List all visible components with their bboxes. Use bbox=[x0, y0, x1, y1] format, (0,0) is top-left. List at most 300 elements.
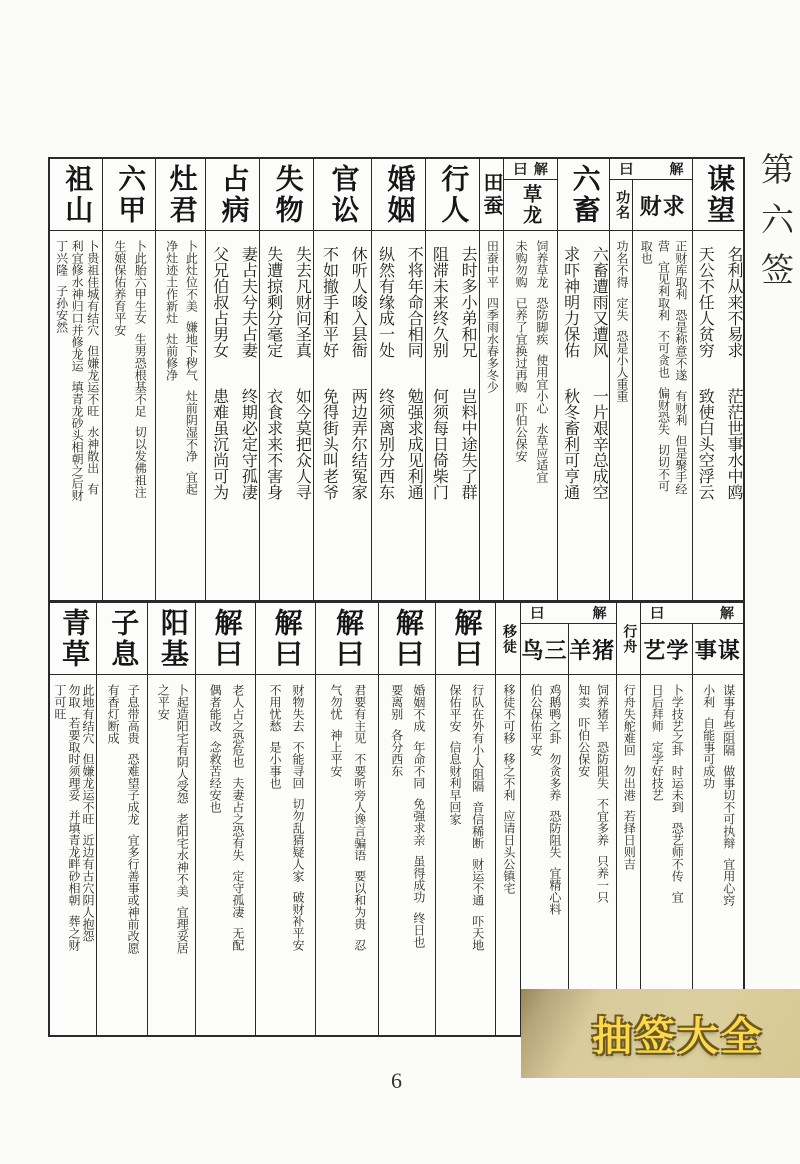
text-segment: 失去凡财问圣真 bbox=[293, 246, 311, 358]
content-jieyue-xingren bbox=[436, 675, 494, 1035]
column-liu-jia bbox=[102, 159, 154, 600]
text-line bbox=[656, 240, 670, 492]
text-segment: 免得街头叫老爷 bbox=[320, 388, 338, 501]
content-mou-wang bbox=[693, 231, 742, 600]
text-line bbox=[54, 240, 68, 333]
content-zu-shan bbox=[50, 231, 102, 600]
text-line bbox=[470, 684, 484, 951]
table-row-2 bbox=[50, 603, 743, 1035]
text-segment: 生娘保佑养育平安 bbox=[112, 240, 127, 336]
text-line bbox=[513, 240, 527, 462]
header-cai-qiu: 财求 bbox=[633, 180, 693, 231]
text-segment: 正财库取利 bbox=[673, 240, 688, 300]
text-line bbox=[649, 684, 663, 801]
text-line bbox=[721, 684, 735, 906]
subcolumns-sanniao-zhuyang-group bbox=[521, 624, 615, 1035]
text-line bbox=[501, 684, 515, 894]
header-tian-can: 田蚕 bbox=[480, 159, 504, 231]
text-segment: 老阳宅水神不美 bbox=[175, 813, 190, 897]
header-mou-shi: 事谋 bbox=[693, 624, 743, 675]
band-jieyue-gongming-caiqiu-group bbox=[610, 159, 692, 180]
column-liu-chu bbox=[557, 159, 609, 600]
text-line bbox=[389, 684, 403, 777]
text-segment: 衣食求来不害身 bbox=[264, 388, 282, 501]
text-segment: 休听人唆入县衙 bbox=[349, 246, 367, 358]
text-line bbox=[485, 240, 499, 393]
text-segment: 不宜多养 bbox=[595, 798, 610, 846]
text-segment: 信息财利早回家 bbox=[447, 741, 462, 825]
column-gong-ming bbox=[610, 180, 632, 600]
text-segment: 但是聚手经 bbox=[673, 435, 688, 495]
subcolumns-gongming-caiqiu-group bbox=[610, 180, 692, 600]
text-segment: 灶前修净 bbox=[164, 333, 179, 381]
text-segment: 患难虽沉尚可为 bbox=[210, 388, 228, 501]
text-line bbox=[558, 246, 581, 500]
text-segment: 净灶迹土作新灶 bbox=[164, 240, 179, 324]
text-segment: 生男恐根基不足 bbox=[133, 333, 148, 417]
content-yi-tu bbox=[496, 675, 521, 1035]
text-line bbox=[701, 684, 715, 789]
text-segment: 不能寻回 bbox=[291, 741, 305, 789]
text-segment: 田蚕中平 bbox=[485, 240, 500, 288]
content-jieyue-shiwu bbox=[256, 675, 315, 1035]
column-shi-wu bbox=[259, 159, 313, 600]
header-qing-cao: 青草 bbox=[50, 603, 96, 675]
text-segment: 饲养猪羊 bbox=[595, 684, 610, 732]
content-mou-shi bbox=[693, 675, 743, 1035]
text-segment: 名利从来不易求 bbox=[724, 246, 742, 358]
text-segment: 灶前阴湿不净 bbox=[184, 390, 199, 462]
text-segment: 鸡鹅鸭之卦 bbox=[547, 684, 562, 744]
text-segment: 移徒不可移 bbox=[501, 684, 516, 744]
text-line bbox=[427, 246, 450, 500]
text-segment: 定守孤凄 bbox=[230, 870, 245, 918]
text-segment: 免强求亲 bbox=[411, 798, 426, 846]
text-segment: 营 bbox=[656, 240, 671, 252]
text-segment: 有 bbox=[85, 483, 100, 495]
text-line bbox=[673, 240, 687, 495]
header-zu-shan: 祖山 bbox=[50, 159, 102, 231]
text-segment: 致使白头空浮云 bbox=[696, 388, 714, 501]
header-jieyue-guansong: 解曰 bbox=[316, 603, 377, 675]
text-segment: 定学好技艺 bbox=[650, 741, 665, 801]
text-segment: 只养一只 bbox=[595, 855, 610, 903]
text-segment: 定失 bbox=[614, 297, 629, 321]
text-segment: 但嫌龙运不旺 bbox=[81, 753, 95, 825]
text-segment: 卜此灶位不美 bbox=[184, 240, 199, 312]
text-segment: 要离别 bbox=[389, 684, 404, 720]
text-segment: 婚姻不成 bbox=[411, 684, 426, 732]
text-segment: 恐难望子成龙 bbox=[126, 753, 141, 825]
text-segment: 终须离别分西东 bbox=[376, 388, 394, 501]
text-segment: 终日也 bbox=[411, 912, 426, 948]
text-segment: 但嫌龙运不旺 bbox=[85, 345, 100, 417]
text-segment: 音信稀断 bbox=[470, 801, 485, 849]
content-xing-ren bbox=[426, 231, 478, 600]
text-segment: 勉强求成见利通 bbox=[405, 388, 423, 501]
group-gongming-caiqiu-group bbox=[609, 159, 692, 600]
text-line bbox=[547, 684, 561, 915]
header-xing-ren: 行人 bbox=[426, 159, 478, 231]
text-line bbox=[317, 246, 340, 500]
content-jieyue-hunyin bbox=[379, 675, 436, 1035]
text-segment: 君要有主见 bbox=[352, 684, 367, 744]
header-guan-song: 官讼 bbox=[314, 159, 370, 231]
text-line bbox=[576, 684, 590, 777]
text-segment: 水神散出 bbox=[85, 426, 100, 474]
text-segment: 吓伯公保安 bbox=[514, 402, 529, 462]
text-line bbox=[80, 684, 94, 942]
text-segment: 伯公保佑平安 bbox=[529, 684, 544, 756]
text-segment: 行舟失舵难回 bbox=[622, 684, 637, 756]
text-segment: 求吓神明力保佑 bbox=[561, 246, 579, 358]
text-segment: 父兄伯叔占男女 bbox=[210, 246, 228, 358]
text-segment: 应请日头公镇宅 bbox=[501, 810, 516, 894]
text-line bbox=[373, 246, 396, 500]
text-segment: 宜 bbox=[670, 891, 685, 903]
text-segment: 填青龙砂头相朝之后财 bbox=[70, 381, 85, 501]
column-mou-shi bbox=[692, 624, 743, 1035]
column-xue-yi bbox=[641, 624, 691, 1035]
text-segment: 切勿乱猜疑人家 bbox=[291, 798, 305, 882]
text-segment: 何须每日倚柴门 bbox=[430, 388, 448, 501]
column-jieyue-zhanbing bbox=[195, 603, 254, 1035]
text-segment: 夫妻占之恐有失 bbox=[230, 777, 245, 861]
header-cao-long: 草龙 bbox=[504, 180, 556, 231]
band-jieyue-sanniao-zhuyang-group bbox=[521, 603, 615, 624]
text-segment: 气勿忧 bbox=[329, 684, 343, 720]
column-xing-ren bbox=[425, 159, 478, 600]
column-cai-qiu bbox=[632, 180, 693, 600]
band-char-left: 曰 bbox=[513, 163, 528, 178]
content-guan-song bbox=[314, 231, 370, 600]
header-jieyue-zhanbing: 解曰 bbox=[196, 603, 254, 675]
text-line bbox=[133, 240, 147, 498]
text-segment: 谋事有些阻隔 bbox=[721, 684, 736, 756]
text-segment: 去时多小弟和兄 bbox=[459, 246, 477, 358]
column-zhan-bing bbox=[205, 159, 258, 600]
text-line bbox=[207, 684, 221, 813]
text-line bbox=[638, 240, 652, 264]
column-zao-jun bbox=[155, 159, 205, 600]
content-liu-jia bbox=[103, 231, 154, 600]
text-line bbox=[528, 684, 542, 756]
text-segment: 忍 bbox=[352, 939, 367, 951]
column-zi-xi bbox=[96, 603, 147, 1035]
text-segment: 切切不可 bbox=[656, 444, 671, 492]
content-cao-long bbox=[504, 231, 556, 600]
header-liu-chu: 六畜 bbox=[558, 159, 609, 231]
text-segment: 丁可旺 bbox=[53, 684, 67, 720]
text-segment: 恐防阻失 bbox=[547, 810, 562, 858]
content-gong-ming bbox=[610, 231, 632, 600]
text-segment: 丁兴隆 bbox=[54, 240, 69, 276]
header-mou-wang: 谋望 bbox=[693, 159, 742, 231]
content-zi-xi bbox=[97, 675, 147, 1035]
band-char-left: 曰 bbox=[530, 607, 545, 622]
text-segment: 纵然有缘成一处 bbox=[376, 246, 394, 358]
text-line bbox=[669, 684, 683, 903]
band-char-left: 曰 bbox=[619, 163, 634, 178]
text-segment: 未购勿购 bbox=[514, 240, 529, 288]
text-segment: 宜多行善事或神前改愿 bbox=[126, 834, 141, 954]
fortune-table bbox=[48, 157, 745, 1037]
text-line bbox=[595, 684, 609, 903]
text-segment: 不用忧愁 bbox=[267, 684, 282, 732]
column-jieyue-hunyin bbox=[378, 603, 436, 1035]
content-qing-cao bbox=[50, 675, 96, 1035]
group-xueyi-moushi-group bbox=[640, 603, 743, 1035]
group-sanniao-zhuyang-group bbox=[520, 603, 615, 1035]
text-line bbox=[401, 246, 424, 500]
text-line bbox=[447, 684, 461, 825]
column-mou-wang bbox=[692, 159, 742, 600]
text-segment: 葬之财 bbox=[67, 915, 81, 951]
content-zhan-bing bbox=[206, 231, 258, 600]
header-zhan-bing: 占病 bbox=[206, 159, 258, 231]
text-line bbox=[693, 246, 715, 500]
text-line bbox=[621, 684, 635, 870]
header-jieyue-xingren: 解曰 bbox=[436, 603, 494, 675]
text-segment: 念救苦经安也 bbox=[208, 741, 223, 813]
band-char-left: 曰 bbox=[650, 607, 665, 622]
text-segment: 知卖 bbox=[576, 684, 591, 708]
watermark-badge bbox=[521, 989, 800, 1078]
column-zhu-yang bbox=[568, 624, 616, 1035]
text-segment: 卜贵祖佳城有结穴 bbox=[85, 240, 100, 336]
subcolumns-xueyi-moushi-group bbox=[641, 624, 743, 1035]
table-row-1 bbox=[50, 159, 743, 603]
text-segment: 不将年命合相同 bbox=[405, 246, 423, 358]
text-segment: 宜用心窍 bbox=[721, 858, 736, 906]
text-segment: 卜起造阳宅有阴人受怨 bbox=[175, 684, 190, 804]
text-segment: 已养了宜换过再购 bbox=[514, 297, 529, 393]
band-char-right: 解 bbox=[592, 607, 607, 622]
content-xing-zhou bbox=[617, 675, 641, 1035]
text-line bbox=[105, 684, 119, 744]
text-segment: 妻占夫兮夫占妻 bbox=[239, 246, 257, 358]
text-segment: 偶者能改 bbox=[208, 684, 223, 732]
text-segment: 恐是称意不遂 bbox=[673, 309, 688, 381]
text-segment: 宜精心料 bbox=[547, 867, 562, 915]
header-xue-yi: 艺学 bbox=[641, 624, 691, 675]
sign-number-title: 第六签 bbox=[756, 152, 792, 302]
text-segment: 年命不同 bbox=[411, 741, 426, 789]
text-segment: 移之不利 bbox=[501, 753, 516, 801]
text-segment: 天公不任人贫穷 bbox=[696, 246, 714, 358]
text-line bbox=[455, 246, 478, 500]
text-line bbox=[52, 684, 66, 720]
header-liu-jia: 六甲 bbox=[103, 159, 154, 231]
text-segment: 宜起 bbox=[184, 471, 199, 495]
header-jieyue-shiwu: 解曰 bbox=[256, 603, 315, 675]
column-hun-yin bbox=[371, 159, 425, 600]
header-yang-ji: 阳基 bbox=[148, 603, 195, 675]
text-segment: 茫茫世事水中鸥 bbox=[724, 388, 742, 501]
text-segment: 勿出港 bbox=[622, 765, 637, 801]
column-yi-tu bbox=[495, 603, 521, 1035]
text-segment: 不如撤手和平好 bbox=[320, 246, 338, 358]
header-zi-xi: 子息 bbox=[97, 603, 147, 675]
text-segment: 水草应适宜 bbox=[534, 423, 549, 483]
content-san-niao bbox=[521, 675, 568, 1035]
text-segment: 使用宜小心 bbox=[534, 354, 549, 414]
text-segment: 虽得成功 bbox=[411, 855, 426, 903]
header-xing-zhou: 行舟 bbox=[617, 603, 641, 675]
text-segment: 并填青龙畔砂相朝 bbox=[67, 810, 81, 906]
text-segment: 有香灯断成 bbox=[106, 684, 121, 744]
text-segment: 是小事也 bbox=[267, 741, 282, 789]
text-segment: 宜见利取利 bbox=[656, 261, 671, 321]
content-liu-chu bbox=[558, 231, 609, 600]
text-segment: 行队在外有小人阻隔 bbox=[470, 684, 485, 792]
text-segment: 恐防阻失 bbox=[595, 741, 610, 789]
text-segment: 如今莫把众人寻 bbox=[293, 388, 311, 501]
header-san-niao: 鸟三 bbox=[521, 624, 568, 675]
text-line bbox=[261, 246, 284, 500]
text-segment: 一片艰辛总成空 bbox=[590, 388, 608, 501]
text-line bbox=[587, 246, 610, 500]
text-line bbox=[207, 246, 230, 500]
text-segment: 日后拜师 bbox=[650, 684, 665, 732]
text-segment: 近边有古穴阴人抱怨 bbox=[81, 834, 95, 942]
column-san-niao bbox=[521, 624, 568, 1035]
band-char-right: 解 bbox=[720, 607, 734, 622]
text-line bbox=[66, 684, 80, 951]
text-line bbox=[112, 240, 126, 336]
text-segment: 做事切不可执辩 bbox=[721, 765, 736, 849]
text-segment: 老人占之恐危也 bbox=[230, 684, 245, 768]
group-cao-long-group bbox=[503, 159, 556, 600]
text-segment: 此地有结穴 bbox=[81, 684, 95, 744]
header-zao-jun: 灶君 bbox=[156, 159, 205, 231]
column-xing-zhou bbox=[616, 603, 641, 1035]
band-char-right: 解 bbox=[533, 163, 548, 178]
content-zhu-yang bbox=[569, 675, 616, 1035]
text-segment: 不可贪也 bbox=[656, 330, 671, 378]
column-jieyue-shiwu bbox=[255, 603, 315, 1035]
text-segment: 偏财恐失 bbox=[656, 387, 671, 435]
text-line bbox=[85, 240, 99, 495]
band-jieyue-xueyi-moushi-group bbox=[641, 603, 743, 624]
text-segment: 自能事可成功 bbox=[701, 717, 716, 789]
text-segment: 阻滞未来终久别 bbox=[430, 246, 448, 358]
content-jieyue-guansong bbox=[316, 675, 377, 1035]
band-jieyue-cao-long-group bbox=[504, 159, 556, 180]
text-segment: 时运未到 bbox=[670, 765, 685, 813]
text-segment: 四季雨水春多冬少 bbox=[485, 297, 500, 393]
text-segment: 子孙安然 bbox=[54, 285, 69, 333]
column-yang-ji bbox=[147, 603, 195, 1035]
content-yang-ji bbox=[148, 675, 195, 1035]
text-segment: 神上平安 bbox=[329, 729, 343, 777]
text-segment: 勿取 bbox=[67, 684, 81, 708]
text-line bbox=[352, 684, 366, 951]
text-segment: 饲养草龙 bbox=[534, 240, 549, 288]
watermark-text: 抽签大全 bbox=[592, 1014, 764, 1059]
text-segment: 若要取时须理妥 bbox=[67, 717, 81, 801]
text-line bbox=[267, 684, 281, 789]
column-guan-song bbox=[313, 159, 370, 600]
content-cai-qiu bbox=[633, 231, 693, 600]
column-zu-shan bbox=[50, 159, 102, 600]
content-tian-can bbox=[480, 231, 504, 600]
header-zhu-yang: 羊猪 bbox=[569, 624, 616, 675]
content-hun-yin bbox=[372, 231, 425, 600]
text-line bbox=[290, 246, 313, 500]
text-segment: 功名不得 bbox=[614, 240, 629, 288]
header-yi-tu: 移徒 bbox=[496, 603, 521, 675]
content-xue-yi bbox=[641, 675, 691, 1035]
text-segment: 恐防脚疾 bbox=[534, 297, 549, 345]
header-shi-wu: 失物 bbox=[260, 159, 313, 231]
text-line bbox=[164, 240, 178, 381]
header-jieyue-hunyin: 解曰 bbox=[379, 603, 436, 675]
text-segment: 不要听旁人谗言骗语 bbox=[352, 753, 367, 861]
text-segment: 两边弄尔结冤家 bbox=[349, 388, 367, 501]
column-tian-can bbox=[479, 159, 504, 600]
text-line bbox=[236, 246, 259, 500]
text-segment: 吓伯公保安 bbox=[576, 717, 591, 777]
text-line bbox=[230, 684, 244, 951]
text-segment: 有财利 bbox=[673, 390, 688, 426]
text-segment: 终期必定守孤凄 bbox=[239, 388, 257, 501]
subcolumns-cao-long-group bbox=[504, 180, 556, 600]
text-segment: 利宜修水神归口并修龙运 bbox=[70, 240, 85, 372]
text-segment: 要以和为贵 bbox=[352, 870, 367, 930]
column-jieyue-guansong bbox=[315, 603, 377, 1035]
text-segment: 若择日则吉 bbox=[622, 810, 637, 870]
text-segment: 之平安 bbox=[156, 684, 171, 720]
text-segment: 吓天地 bbox=[470, 915, 485, 951]
page-number: 6 bbox=[391, 1068, 402, 1093]
text-line bbox=[614, 240, 628, 402]
text-segment: 子息带高贵 bbox=[126, 684, 141, 744]
text-segment: 无配 bbox=[230, 927, 245, 951]
text-segment: 嫌地下秽气 bbox=[184, 321, 199, 381]
text-segment: 失遭掠剩分毫定 bbox=[264, 246, 282, 358]
text-segment: 财物失去 bbox=[291, 684, 305, 732]
text-segment: 小利 bbox=[701, 684, 716, 708]
text-segment: 宜理妥居 bbox=[175, 906, 190, 954]
text-line bbox=[174, 684, 188, 954]
header-gong-ming: 功名 bbox=[610, 180, 632, 231]
text-line bbox=[290, 684, 304, 951]
text-segment: 秋冬畜利可亨通 bbox=[561, 388, 579, 501]
text-line bbox=[721, 246, 743, 500]
text-segment: 勿贪多养 bbox=[547, 753, 562, 801]
text-line bbox=[69, 240, 83, 501]
text-segment: 破财补平安 bbox=[291, 891, 305, 951]
text-segment: 切以发佛祖注 bbox=[133, 426, 148, 498]
column-jieyue-xingren bbox=[435, 603, 494, 1035]
text-line bbox=[328, 684, 342, 777]
text-line bbox=[125, 684, 139, 954]
text-segment: 岂料中途失了群 bbox=[459, 388, 477, 501]
text-line bbox=[155, 684, 169, 720]
text-segment: 财运不通 bbox=[470, 858, 485, 906]
text-line bbox=[534, 240, 548, 483]
text-segment: 恐是小人重重 bbox=[614, 330, 629, 402]
column-qing-cao bbox=[50, 603, 96, 1035]
column-cao-long bbox=[504, 180, 556, 600]
text-line bbox=[346, 246, 369, 500]
text-segment: 保佑平安 bbox=[447, 684, 462, 732]
content-shi-wu bbox=[260, 231, 313, 600]
text-line bbox=[411, 684, 425, 948]
content-zao-jun bbox=[156, 231, 205, 600]
text-segment: 恐艺师不传 bbox=[670, 822, 685, 882]
